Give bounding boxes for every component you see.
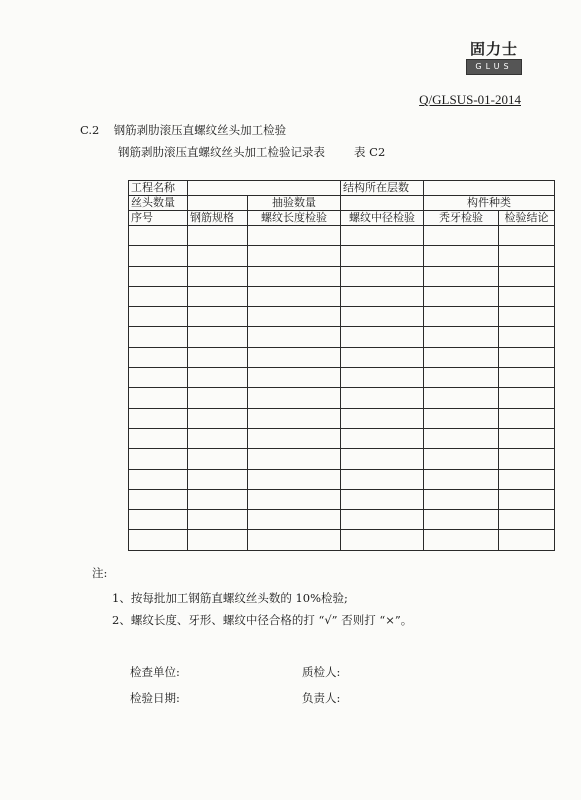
table-cell[interactable]: [341, 266, 424, 286]
table-cell[interactable]: [248, 226, 341, 246]
table-cell[interactable]: [129, 327, 188, 347]
table-cell[interactable]: [341, 327, 424, 347]
table-cell[interactable]: [341, 510, 424, 530]
table-cell[interactable]: [129, 489, 188, 509]
table-cell[interactable]: [248, 510, 341, 530]
sample-count-value[interactable]: [341, 196, 424, 211]
table-cell[interactable]: [424, 246, 499, 266]
floor-value[interactable]: [424, 181, 555, 196]
table-cell[interactable]: [248, 489, 341, 509]
table-cell[interactable]: [188, 246, 248, 266]
table-cell[interactable]: [424, 469, 499, 489]
floor-label: 结构所在层数: [341, 181, 424, 196]
table-cell[interactable]: [129, 266, 188, 286]
table-row: [129, 266, 555, 286]
table-cell[interactable]: [341, 489, 424, 509]
table-row: [129, 449, 555, 469]
table-cell[interactable]: [499, 286, 555, 306]
table-row-project: [129, 181, 555, 196]
table-cell[interactable]: [424, 449, 499, 469]
table-cell[interactable]: [188, 368, 248, 388]
note-item-2: 2、螺纹长度、牙形、螺纹中径合格的打 “√” 否则打 “×”。: [112, 613, 413, 627]
table-cell[interactable]: [499, 469, 555, 489]
table-cell[interactable]: [424, 347, 499, 367]
table-cell[interactable]: [341, 428, 424, 448]
table-row: [129, 530, 555, 550]
quality-inspector-label: 质检人:: [302, 665, 341, 679]
table-cell[interactable]: [188, 388, 248, 408]
table-cell[interactable]: [248, 307, 341, 327]
table-cell[interactable]: [129, 286, 188, 306]
table-cell[interactable]: [341, 246, 424, 266]
table-row: [129, 246, 555, 266]
table-cell[interactable]: [188, 266, 248, 286]
table-cell[interactable]: [129, 510, 188, 530]
table-cell[interactable]: [341, 347, 424, 367]
table-cell[interactable]: [248, 368, 341, 388]
table-cell[interactable]: [248, 347, 341, 367]
table-cell[interactable]: [188, 286, 248, 306]
table-row-quantities: [129, 196, 555, 211]
table-row: [129, 388, 555, 408]
inspection-date-label: 检验日期:: [130, 691, 180, 705]
table-row: [129, 347, 555, 367]
col-header-serial: 序号: [129, 211, 188, 226]
table-cell[interactable]: [341, 226, 424, 246]
table-cell[interactable]: [424, 266, 499, 286]
table-cell[interactable]: [424, 226, 499, 246]
table-cell[interactable]: [248, 408, 341, 428]
table-cell[interactable]: [188, 530, 248, 550]
table-cell[interactable]: [499, 510, 555, 530]
table-cell[interactable]: [424, 388, 499, 408]
table-row: [129, 368, 555, 388]
table-cell[interactable]: [341, 307, 424, 327]
table-cell[interactable]: [499, 388, 555, 408]
project-name-value[interactable]: [188, 181, 341, 196]
table-title: 钢筋剥肋滚压直螺纹丝头加工检验记录表: [118, 145, 325, 159]
table-cell[interactable]: [499, 449, 555, 469]
col-header-conclusion: 检验结论: [499, 211, 555, 226]
table-cell[interactable]: [248, 530, 341, 550]
table-cell[interactable]: [424, 428, 499, 448]
table-cell[interactable]: [499, 266, 555, 286]
section-number: C.2: [80, 123, 100, 137]
table-row: [129, 408, 555, 428]
member-type-label: 构件种类: [424, 196, 555, 211]
table-row: [129, 469, 555, 489]
logo-chinese-text: 固力士: [469, 40, 518, 58]
company-logo: [466, 40, 522, 75]
table-cell[interactable]: [499, 368, 555, 388]
table-cell[interactable]: [499, 489, 555, 509]
table-row: [129, 428, 555, 448]
sample-count-label: 抽验数量: [248, 196, 341, 211]
table-cell[interactable]: [188, 469, 248, 489]
table-cell[interactable]: [188, 307, 248, 327]
table-cell[interactable]: [341, 449, 424, 469]
table-cell[interactable]: [129, 307, 188, 327]
table-cell[interactable]: [188, 226, 248, 246]
table-row: [129, 489, 555, 509]
table-cell[interactable]: [129, 347, 188, 367]
section-title: 钢筋剥肋滚压直螺纹丝头加工检验: [113, 123, 287, 137]
table-cell[interactable]: [424, 368, 499, 388]
notes-label: 注:: [92, 566, 108, 580]
table-cell[interactable]: [341, 469, 424, 489]
table-cell[interactable]: [499, 408, 555, 428]
col-header-pitch-diameter: 螺纹中径检验: [341, 211, 424, 226]
table-cell[interactable]: [188, 428, 248, 448]
table-cell[interactable]: [248, 246, 341, 266]
table-cell[interactable]: [129, 226, 188, 246]
col-header-bald-thread: 秃牙检验: [424, 211, 499, 226]
table-cell[interactable]: [129, 408, 188, 428]
table-cell[interactable]: [499, 246, 555, 266]
table-cell[interactable]: [188, 408, 248, 428]
document-code: Q/GLSUS-01-2014: [419, 92, 521, 107]
table-cell[interactable]: [341, 368, 424, 388]
table-cell[interactable]: [499, 226, 555, 246]
table-header-row: [129, 211, 555, 226]
table-cell[interactable]: [129, 368, 188, 388]
table-cell[interactable]: [129, 388, 188, 408]
table-cell[interactable]: [499, 428, 555, 448]
table-cell[interactable]: [188, 347, 248, 367]
table-cell[interactable]: [424, 286, 499, 306]
table-cell[interactable]: [341, 388, 424, 408]
inspection-unit-label: 检查单位:: [130, 665, 180, 679]
table-cell[interactable]: [188, 327, 248, 347]
table-cell[interactable]: [248, 286, 341, 306]
table-cell[interactable]: [188, 449, 248, 469]
thread-count-value[interactable]: [188, 196, 248, 211]
table-cell[interactable]: [341, 408, 424, 428]
table-cell[interactable]: [248, 388, 341, 408]
table-cell[interactable]: [424, 307, 499, 327]
table-cell[interactable]: [188, 510, 248, 530]
table-row: [129, 286, 555, 306]
table-cell[interactable]: [188, 489, 248, 509]
table-cell[interactable]: [129, 530, 188, 550]
table-cell[interactable]: [129, 428, 188, 448]
table-cell[interactable]: [341, 286, 424, 306]
table-cell[interactable]: [499, 530, 555, 550]
responsible-person-label: 负责人:: [302, 691, 341, 705]
table-cell[interactable]: [499, 327, 555, 347]
table-cell[interactable]: [129, 246, 188, 266]
table-cell[interactable]: [424, 530, 499, 550]
table-cell[interactable]: [129, 469, 188, 489]
table-cell[interactable]: [424, 327, 499, 347]
section-heading: [80, 122, 286, 138]
logo-english-text: GLUS: [466, 59, 522, 75]
table-cell[interactable]: [424, 408, 499, 428]
table-row: [129, 510, 555, 530]
table-cell[interactable]: [499, 307, 555, 327]
table-cell[interactable]: [499, 347, 555, 367]
table-cell[interactable]: [248, 428, 341, 448]
table-cell[interactable]: [248, 449, 341, 469]
table-cell[interactable]: [248, 469, 341, 489]
col-header-rebar-spec: 钢筋规格: [188, 211, 248, 226]
table-cell[interactable]: [424, 489, 499, 509]
table-row: [129, 226, 555, 246]
table-code: 表 C2: [354, 145, 386, 159]
table-cell[interactable]: [341, 530, 424, 550]
table-cell[interactable]: [129, 449, 188, 469]
col-header-thread-length: 螺纹长度检验: [248, 211, 341, 226]
table-cell[interactable]: [424, 510, 499, 530]
table-cell[interactable]: [248, 327, 341, 347]
table-cell[interactable]: [248, 266, 341, 286]
thread-count-label: 丝头数量: [129, 196, 188, 211]
table-row: [129, 327, 555, 347]
inspection-record-table: [128, 180, 555, 551]
note-item-1: 1、按每批加工钢筋直螺纹丝头数的 10%检验;: [112, 591, 348, 605]
table-row: [129, 307, 555, 327]
project-name-label: 工程名称: [129, 181, 188, 196]
